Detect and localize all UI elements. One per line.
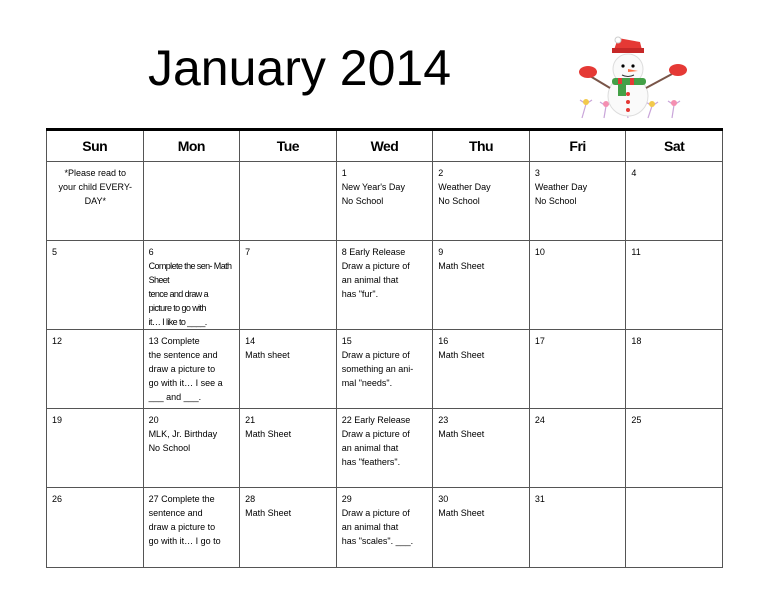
day-cell: 9 Math Sheet — [433, 241, 530, 330]
day-cell: 5 — [47, 241, 144, 330]
week-row — [47, 330, 723, 409]
day-cell: 21 Math Sheet — [240, 409, 337, 488]
day-cell: 2 Weather Day No School — [433, 162, 530, 241]
day-cell: 23 Math Sheet — [433, 409, 530, 488]
weekday-tue: Tue — [240, 131, 337, 162]
page-title: January 2014 — [148, 40, 452, 96]
weekday-mon: Mon — [143, 131, 240, 162]
day-cell: 14 Math sheet — [240, 330, 337, 409]
day-cell: 13 Complete the sentence and draw a picture to go with it… I see a ___ and ___. — [143, 330, 240, 409]
day-cell — [143, 162, 240, 241]
day-cell: 1 New Year's Day No School — [336, 162, 433, 241]
day-cell: 17 — [529, 330, 626, 409]
day-cell — [626, 488, 723, 568]
day-cell: 29 Draw a picture of an animal that has "scales". ___. — [336, 488, 433, 568]
snowman-icon — [574, 34, 698, 122]
week-row — [47, 488, 723, 568]
day-cell: 8 Early Release Draw a picture of an animal that has "fur". — [336, 241, 433, 330]
day-cell: 4 — [626, 162, 723, 241]
weekday-header-row — [47, 131, 723, 162]
reading-note-text: *Please read to your child EVERY- DAY* — [58, 168, 133, 206]
day-cell: 22 Early Release Draw a picture of an animal that has "feathers". — [336, 409, 433, 488]
day-cell: 24 — [529, 409, 626, 488]
day-cell: 15 Draw a picture of something an ani- mal "needs". — [336, 330, 433, 409]
weekday-wed: Wed — [336, 131, 433, 162]
week-row — [47, 162, 723, 241]
day-cell: 20 MLK, Jr. Birthday No School — [143, 409, 240, 488]
calendar-grid — [46, 131, 723, 568]
reading-note — [47, 162, 144, 241]
weekday-sat: Sat — [626, 131, 723, 162]
day-cell — [240, 162, 337, 241]
day-cell: 31 — [529, 488, 626, 568]
day-cell: 18 — [626, 330, 723, 409]
day-cell: 3 Weather Day No School — [529, 162, 626, 241]
weekday-fri: Fri — [529, 131, 626, 162]
week-row — [47, 409, 723, 488]
day-cell: 16 Math Sheet — [433, 330, 530, 409]
day-cell: 6 Complete the sen- Math Sheet tence and draw a picture to go with it… I like to ____. — [143, 241, 240, 330]
day-cell: 26 — [47, 488, 144, 568]
weekday-sun: Sun — [47, 131, 144, 162]
day-cell: 25 — [626, 409, 723, 488]
day-cell: 12 — [47, 330, 144, 409]
weekday-thu: Thu — [433, 131, 530, 162]
day-cell: 10 — [529, 241, 626, 330]
day-cell: 11 — [626, 241, 723, 330]
day-cell: 19 — [47, 409, 144, 488]
day-cell: 30 Math Sheet — [433, 488, 530, 568]
day-cell: 7 — [240, 241, 337, 330]
week-row — [47, 241, 723, 330]
day-cell: 27 Complete the sentence and draw a picture to go with it… I go to — [143, 488, 240, 568]
day-cell: 28 Math Sheet — [240, 488, 337, 568]
